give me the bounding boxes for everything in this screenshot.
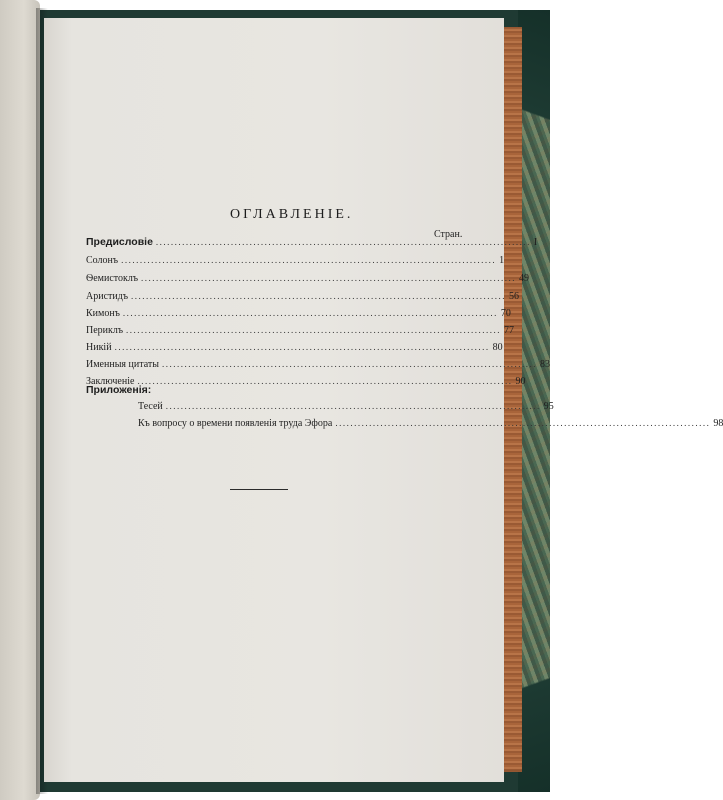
- toc-entry-label: Солонъ: [86, 255, 119, 266]
- leader-dots: ....................................................................................................: [137, 376, 513, 386]
- toc-entry: [86, 322, 515, 338]
- leader-dots: ....................................................................................................: [126, 325, 502, 335]
- leader-dots: ....................................................................................................: [335, 418, 711, 428]
- toc-entry-page: 49: [519, 273, 530, 284]
- toc-entry-label: Къ вопросу о времени появленія труда Эфора: [138, 418, 333, 429]
- toc-entry: [86, 305, 511, 321]
- toc-entry-label: Ѳемистоклъ: [86, 273, 139, 284]
- toc-entry-label: Заключеніе: [86, 376, 135, 387]
- toc-entry-page: 98: [713, 418, 723, 429]
- toc-entry-page: 70: [500, 308, 511, 319]
- closing-rule: [230, 489, 288, 490]
- toc-entry: [86, 252, 505, 268]
- left-page: [0, 0, 40, 800]
- leader-dots: ....................................................................................................: [141, 273, 517, 283]
- leader-dots: ....................................................................................................: [165, 401, 541, 411]
- toc-entry-page: 1: [499, 255, 505, 266]
- toc-entry: [86, 339, 503, 355]
- leader-dots: ....................................................................................................: [114, 342, 490, 352]
- toc-entry-label: Тесей: [138, 401, 163, 412]
- toc-entry: [86, 270, 530, 286]
- toc-entry-label: Кимонъ: [86, 308, 120, 319]
- appendix-heading-row: [86, 382, 454, 398]
- toc-entry: [86, 356, 550, 372]
- leader-dots: ....................................................................................................: [155, 237, 531, 247]
- leather-corner-bottom: [518, 615, 550, 792]
- toc-entry-label: Никій: [86, 342, 112, 353]
- toc-title: ОГЛАВЛЕНІЕ.: [230, 207, 354, 222]
- leader-dots: ....................................................................................................: [161, 359, 537, 369]
- toc-appendix-entry: [138, 415, 723, 431]
- appendix-heading: Приложенія:: [86, 384, 152, 396]
- toc-entry-page: 77: [504, 325, 515, 336]
- toc-entry-label: Именныя цитаты: [86, 359, 159, 370]
- page-column-label: Стран.: [434, 229, 463, 240]
- toc-entry-page: 83: [539, 359, 550, 370]
- toc-entry-page: 90: [515, 376, 526, 387]
- contents-page: [44, 18, 723, 782]
- toc-entry-page: 56: [509, 291, 519, 302]
- toc-entry-page: I: [533, 237, 538, 248]
- toc-entry-label: Предисловіе: [86, 236, 153, 248]
- toc-entry-page: 80: [492, 342, 503, 353]
- leather-corner-top: [518, 10, 550, 180]
- toc-entry-label: Аристидъ: [86, 291, 128, 302]
- toc-entry: [86, 288, 519, 304]
- toc-appendix-entry: [138, 398, 554, 414]
- toc-entry-label: Периклъ: [86, 325, 124, 336]
- leader-dots: ....................................................................................................: [131, 291, 506, 301]
- leader-dots: ....................................................................................................: [122, 308, 498, 318]
- toc-entry-page: 95: [543, 401, 554, 412]
- leader-dots: ....................................................................................................: [121, 255, 497, 265]
